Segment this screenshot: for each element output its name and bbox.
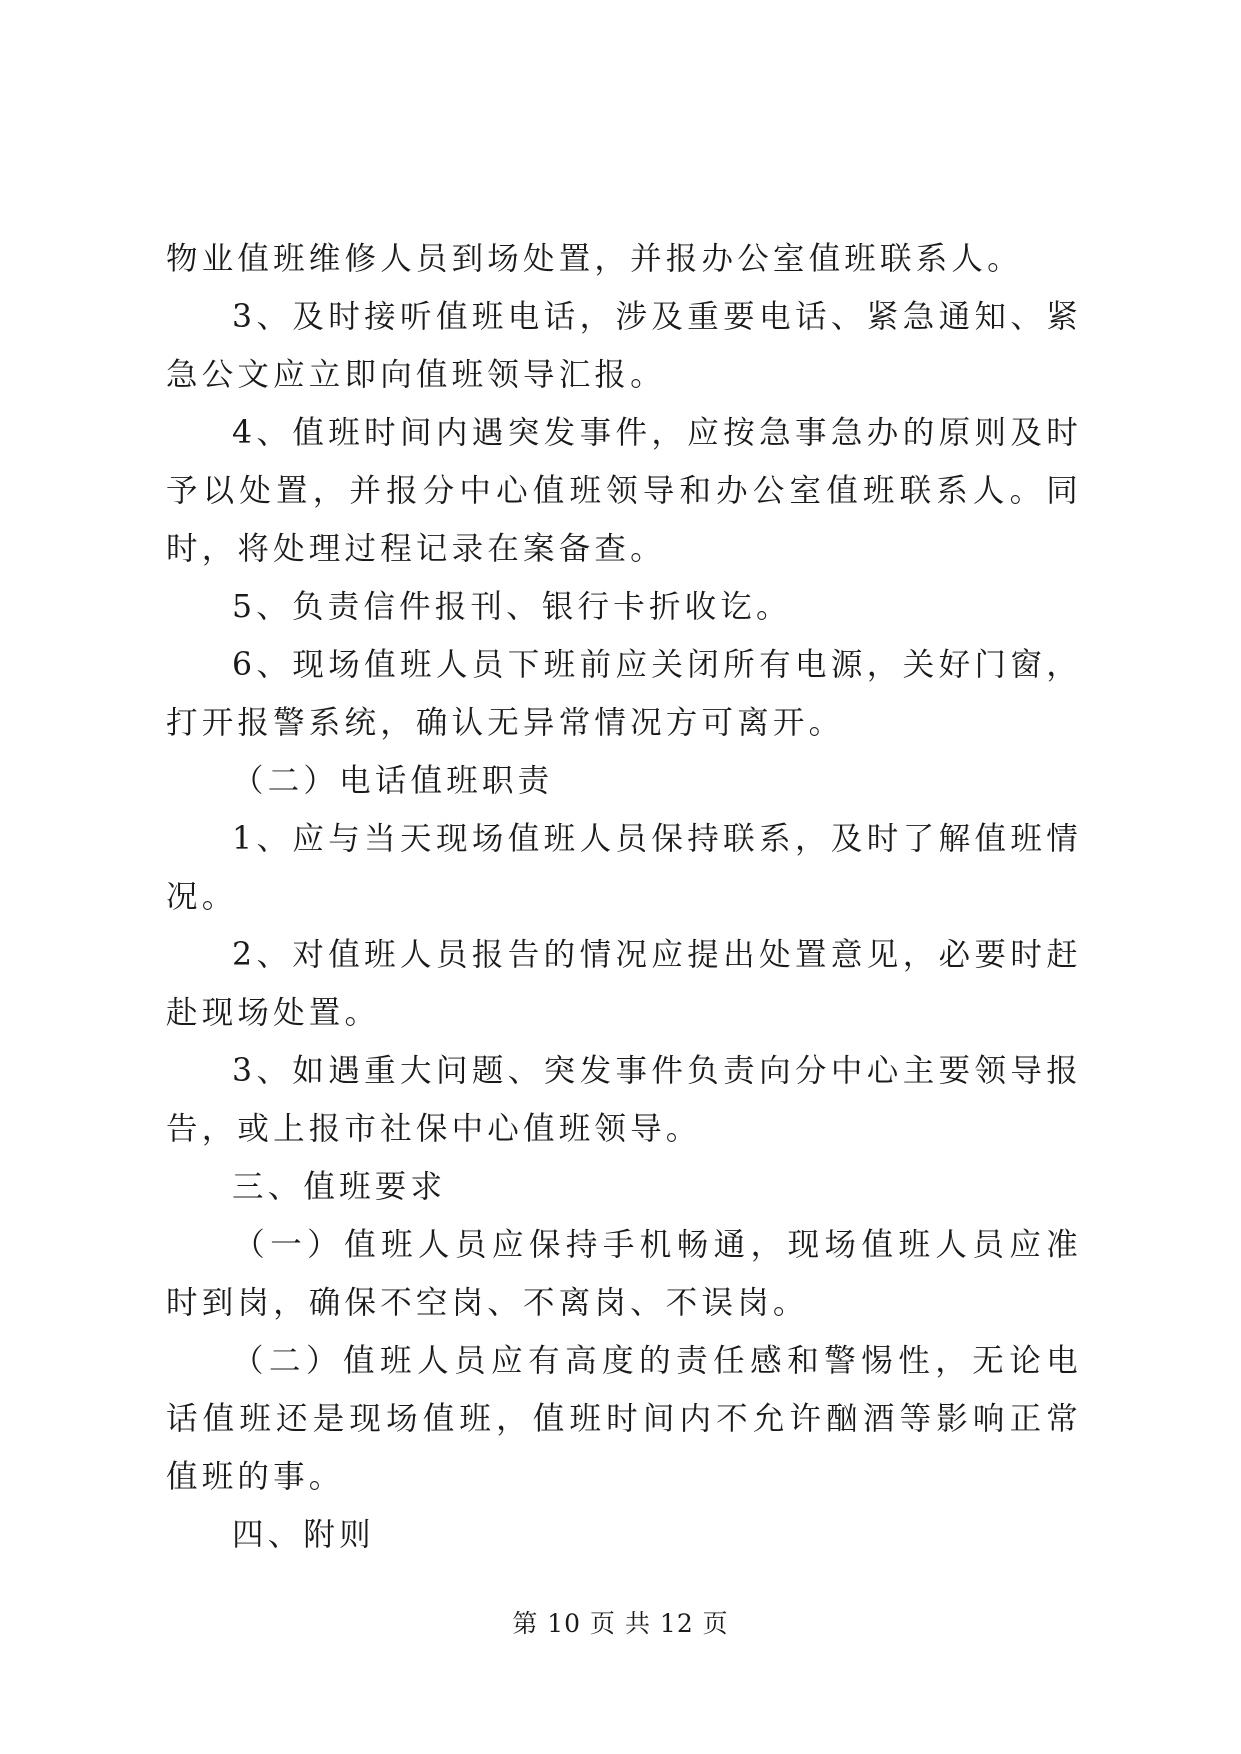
- document-body: [166, 230, 1082, 1564]
- requirement-1-text: （一）值班人员应保持手机畅通，现场值班人员应准时到岗，确保不空岗、不离岗、不误岗。: [166, 1227, 1082, 1321]
- paragraph-item-3: 3、及时接听值班电话，涉及重要电话、紧急通知、紧急公文应立即向值班领导汇报。: [166, 299, 1082, 393]
- page-number-footer: 第 10 页 共 12 页: [512, 1609, 729, 1638]
- paragraph-phone-item-1: 1、应与当天现场值班人员保持联系，及时了解值班情况。: [166, 821, 1082, 915]
- section-3-heading: 三、值班要求: [232, 1169, 447, 1205]
- section-4-heading: 四、附则: [232, 1517, 375, 1553]
- paragraph-phone-item-3: 3、如遇重大问题、突发事件负责向分中心主要领导报告，或上报市社保中心值班领导。: [166, 1053, 1082, 1147]
- paragraph-continued: 物业值班维修人员到场处置，并报办公室值班联系人。: [166, 241, 1023, 277]
- paragraph-item-5: 5、负责信件报刊、银行卡折收讫。: [232, 589, 792, 625]
- paragraph-item-4: 4、值班时间内遇突发事件，应按急事急办的原则及时予以处置，并报分中心值班领导和办公室值班联系人。同时，将处理过程记录在案备查。: [166, 415, 1082, 567]
- paragraph-item-6: 6、现场值班人员下班前应关闭所有电源，关好门窗，打开报警系统，确认无异常情况方可离开。: [166, 647, 1082, 741]
- paragraph-phone-item-2: 2、对值班人员报告的情况应提出处置意见，必要时赶赴现场处置。: [166, 937, 1082, 1031]
- paragraph-requirement-2: （二）值班人员应有高度的责任感和警惕性，无论电话值班还是现场值班，值班时间内不允许酗酒等影响正常值班的事。: [166, 1343, 1082, 1495]
- paragraph-requirement-1: [166, 1216, 1082, 1332]
- phone-duty-heading: （二）电话值班职责: [232, 763, 554, 799]
